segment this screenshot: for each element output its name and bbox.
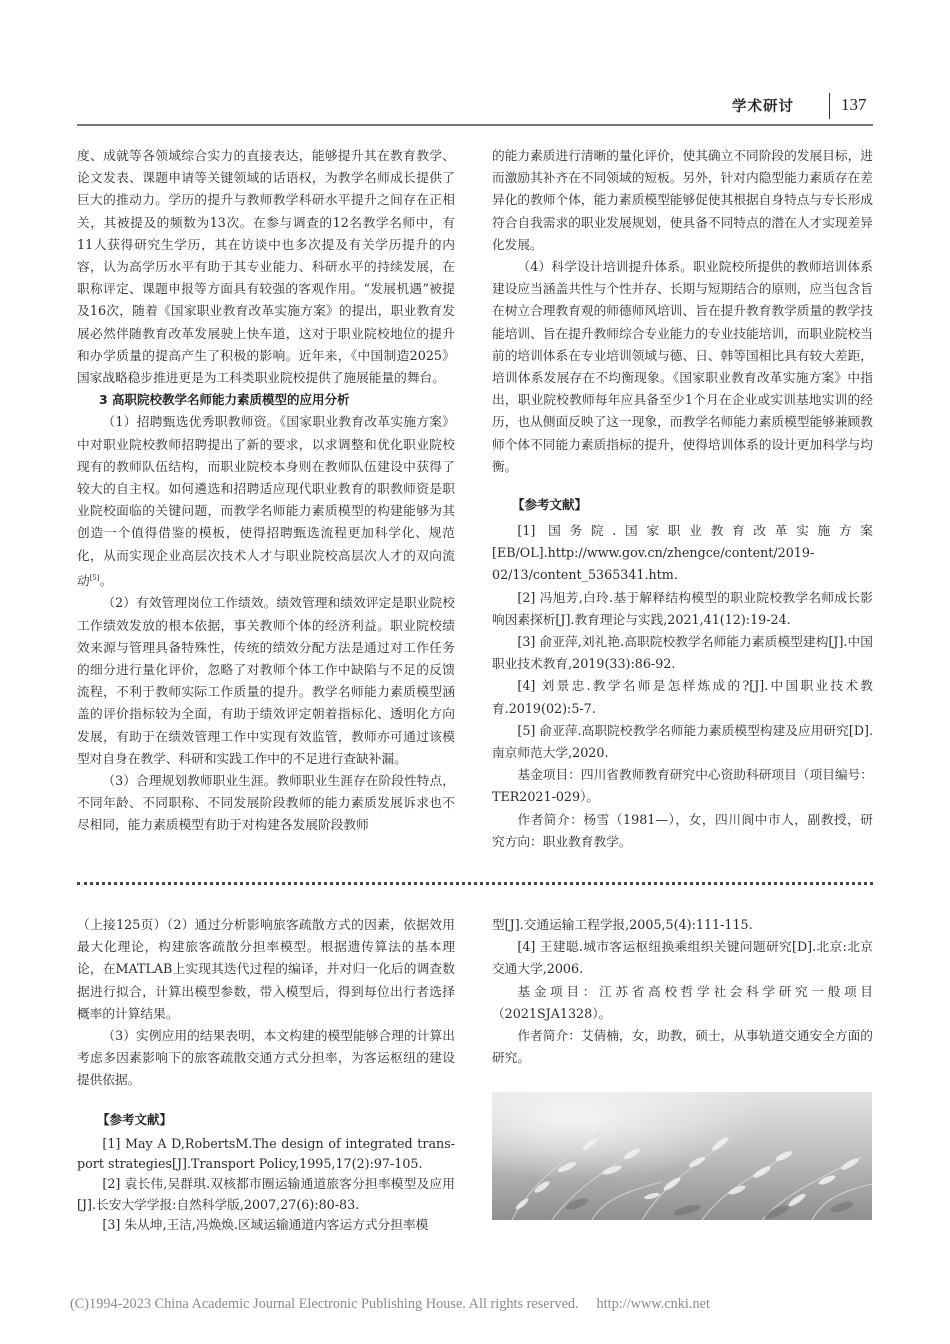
reference-item: [5] 俞亚萍.高职院校教学名师能力素质模型构建及应用研究[D].南京师范大学,2020.: [492, 722, 873, 761]
cnki-url[interactable]: http://www.cnki.net: [596, 1296, 710, 1312]
header-rule: [77, 124, 873, 126]
body-paragraph: [77, 411, 455, 592]
copyright-notice: (C)1994-2023 China Academic Journal Electronic Publishing House. All rights reserved.: [70, 1296, 579, 1312]
body-paragraph: （3）实例应用的结果表明，本文构建的模型能够合理的计算出考虑多因素影响下的旅客疏散交通方式分担率，为客运枢纽的建设提供依据。: [77, 1028, 455, 1088]
citation-mark: [5]: [89, 573, 100, 582]
author-note: 作者简介：艾倩楠，女，助教，硕士，从事轨道交通安全方面的研究。: [492, 1028, 873, 1066]
reference-item: [3] 朱从坤,王洁,冯焕焕.区域运输通道内客运方式分担率模: [102, 1216, 429, 1232]
body-paragraph: 的能力素质进行清晰的量化评价，使其确立不同阶段的发展目标，进而激励其补齐在不同领域的短板。另外，针对内隐型能力素质存在差异化的教师个体，能力素质模型能够促使其根据自身特点与专长形成符合自我需求的职业发展规划，使具备不同特点的潜在人才实现差异化发展。: [492, 148, 873, 252]
author-note: 作者简介：杨雪（1981—），女，四川阆中市人，副教授，研究方向：职业教育教学。: [492, 811, 873, 849]
body-paragraph: （3）合理规划教师职业生涯。教师职业生涯存在阶段性特点，不同年龄、不同职称、不同发展阶段教师的能力素质发展诉求也不尽相同，能力素质模型有助于对构建各发展阶段教师: [77, 772, 455, 833]
paragraph-end: 。: [99, 573, 113, 589]
article1-left-column: [77, 145, 455, 837]
reference-item: [4] 王建聪.城市客运枢纽换乘组织关键问题研究[D].北京:北京交通大学,2006.: [492, 939, 873, 977]
reference-item: [4] 刘景忠.教学名师是怎样炼成的?[J].中国职业技术教育.2019(02):5-7.: [492, 678, 873, 716]
body-paragraph: （4）科学设计培训提升体系。职业院校所提供的教师培训体系建设应当涵盖共性与个性并存、长期与短期结合的原则，应当包含旨在树立合理教育观的师德师风培训、旨在提升教育教学质量的教学技能培训、旨在提升教师综合专业能力的专业技能培训，而职业院校当前的培训体系在专业培训领域与德、日、韩等国相比具有较大差距，培训体系发展存在不均衡现象。《国家职业教育改革实施方案》中指出，职业院校教师每年应具备至少1个月在企业或实训基地实训的经历，也从侧面反映了这一现象，而教学名师能力素质模型能够兼顾教师个体不同能力素质指标的提升，使得培训体系的设计更加科学与均衡。: [492, 259, 873, 474]
references-title: 【参考文献】: [97, 1111, 173, 1127]
body-paragraph: （2）有效管理岗位工作绩效。绩效管理和绩效评定是职业院校工作绩效发放的根本依据，事关教师个体的经济利益。职业院校绩效来源与管理具备特殊性，传统的绩效分配方法是通过对工作任务的细分进行量化评价，忽略了对教师个体工作中缺陷与不足的反馈流程，不利于教师实际工作质量的提升。教学名师能力素质模型涵盖的评价指标较为全面，有助于绩效评定朝着指标化、透明化方向发展，有助于在绩效管理工作中实现有效监管，教师亦可通过该模型对自身在教学、科研和实践工作中的不足进行查缺补漏。: [77, 595, 455, 766]
article-separator: [77, 882, 873, 885]
section-heading: 3 高职院校教学名师能力素质模型的应用分析: [99, 392, 350, 408]
page-number: 137: [841, 95, 867, 114]
article2-left-column: [77, 914, 455, 1235]
reference-item: [1] 国务院.国家职业教育改革实施方案[EB/OL].http://www.gov.cn/zhengce/content/2019-02/13/content_5365341.htm.: [492, 523, 873, 583]
section-title: 学术研讨: [732, 99, 794, 115]
fund-note: 基金项目：江苏省高校哲学社会科学研究一般项目（2021SJA1328）。: [492, 983, 873, 1021]
page-footer: [70, 1296, 710, 1313]
reference-item: [1] May A D,RobertsM.The design of integrated trans-port strategies[J].Transport Policy,1995,17(2):97-105.: [77, 1135, 455, 1171]
reference-item: [3] 俞亚萍,刘礼艳.高职院校教学名师能力素质模型建构[J].中国职业技术教育,2019(33):86-92.: [492, 634, 873, 672]
references-title: 【参考文献】: [512, 497, 588, 513]
header-divider: [829, 93, 830, 119]
reference-continuation: 型[J].交通运输工程学报,2005,5(4):111-115.: [492, 917, 753, 932]
paragraph-text: （1）招聘甄选优秀职教师资。《国家职业教育改革实施方案》中对职业院校教师招聘提出了新的要求，以求调整和优化职业院校现有的教师队伍结构，而职业院校本身则在教师队伍建设中获得了较大的自主权。如何遴选和招聘适应现代职业教育的职教师资是职业院校面临的关键问题，而教学名师能力素质模型的构建能够为其创造一个值得借鉴的模板，使得招聘甄选流程更加科学化、规范化，从而实现企业高层次技术人才与职业院校高层次人才的双向流动: [77, 414, 455, 589]
reference-item: [2] 袁长伟,吴群琪.双核都市圈运输通道旅客分担率模型及应用[J].长安大学学报:自然科学版,2007,27(6):80-83.: [77, 1176, 455, 1212]
article1-right-column: [492, 145, 873, 853]
body-paragraph: （上接125页）（2）通过分析影响旅客疏散方式的因素，依据效用最大化理论，构建旅客疏散分担率模型。根据遗传算法的基本理论，在MATLAB上实现其迭代过程的编译，并对归一化后的调查数据进行拟合，计算出模型参数，带入模型后，得到每位出行者选择概率的计算结果。: [77, 917, 455, 1021]
decorative-plant-photo: [492, 1092, 872, 1220]
reference-item: [2] 冯旭芳,白玲.基于解释结构模型的职业院校教学名师成长影响因素探析[J].教育理论与实践,2021,41(12):19-24.: [492, 589, 873, 627]
body-paragraph: 度、成就等各领域综合实力的直接表达，能够提升其在教育教学、论文发表、课题申请等关键领域的话语权，为教学名师成长提供了巨大的推动力。学历的提升与教师教学科研水平提升之间存在正相关，其被提及的频数为13次。在参与调查的12名教学名师中，有11人获得研究生学历，其在访谈中也多次提及有关学历提升的内容，认为高学历水平有助于其专业能力、科研水平的持续发展，在职称评定、课题申报等方面具有较强的客观作用。“发展机遇”被提及16次，随着《国家职业教育改革实施方案》的提出，职业教育发展必然伴随教育改革发展驶上快车道，这对于职业院校地位的提升和办学质量的提高产生了积极的影响。近年来，《中国制造2025》国家战略稳步推进更是为工科类职业院校提供了施展能量的舞台。: [77, 148, 455, 386]
article2-right-column: [492, 914, 873, 1069]
fund-note: 基金项目：四川省教师教育研究中心资助科研项目（项目编号：TER2021-029）。: [492, 767, 873, 805]
